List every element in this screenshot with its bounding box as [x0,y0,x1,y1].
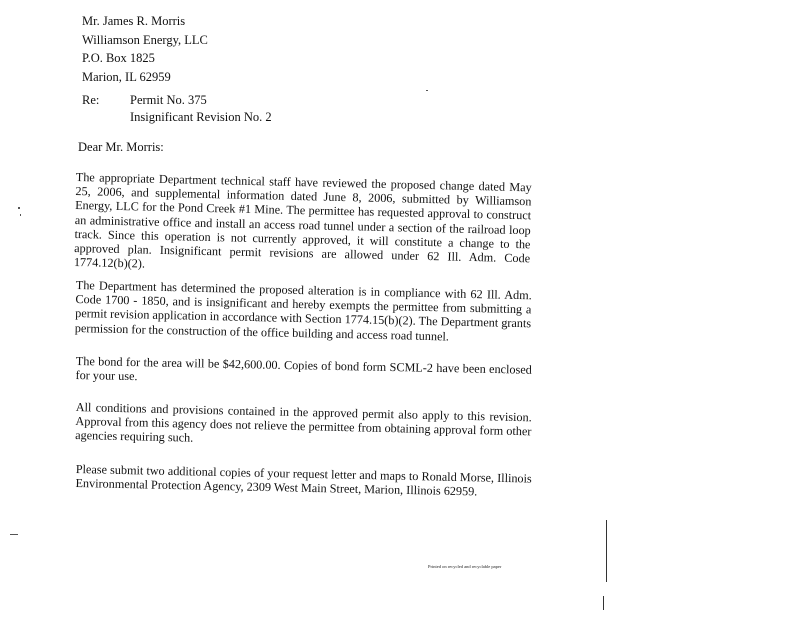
scan-speck [10,534,18,535]
revision-number: Insignificant Revision No. 2 [130,110,272,124]
recipient-name: Mr. James R. Morris [82,14,186,28]
recycled-paper-note: Printed on recycled and recyclable paper [428,564,502,569]
recipient-address [82,12,208,86]
salutation: Dear Mr. Morris: [78,140,164,154]
recipient-po-box: P.O. Box 1825 [82,51,155,65]
recipient-company: Williamson Energy, LLC [82,32,208,47]
paragraph-submission: Please submit two additional copies of your request letter and maps to Ronald Morse, Illinois Environmental Protection Agency, 2309 West Main Street, Marion, Illinois 62959. [75,462,532,499]
re-label: Re: [82,93,100,107]
scan-edge-line [606,520,607,582]
paragraph-review: The appropriate Department technical staff have reviewed the proposed change dated May 25, 2006, and supplemental information dated June 8, 2006, submitted by Williamson Energy, LLC for the Pond Creek #1 Mine. The permittee has requested approval to construct an administrative office and install an access road tunnel under a section of the railroad loop track. Since this operation is not currently approved, it will constitute a change to the approved plan. Insignificant permit revisions are allowed under 62 Ill. Adm. Code 1774.12(b)(2). [73,170,532,271]
scan-speck [20,214,21,216]
paragraph-conditions: All conditions and provisions contained in the approved permit also apply to this revision. Approval from this agency does not relieve the permittee from obtaining approval form other agencies requiring such. [75,400,532,446]
paragraph-determination: The Department has determined the proposed alteration is in compliance with 62 Ill. Adm. Code 1700 - 1850, and is insignificant and hereby exempts the permittee from submitting a permit revision application in accordance with Section 1774.15(b)(2). The Department grants permission for the construction of the office building and access road tunnel. [74,278,532,344]
scan-speck [426,90,428,91]
scan-speck [18,207,20,209]
recipient-city: Marion, IL 62959 [82,69,171,84]
paragraph-bond: The bond for the area will be $42,600.00. Copies of bond form SCML-2 have been enclosed for your use. [75,354,532,384]
scan-edge-line-lower [603,596,604,610]
permit-number: Permit No. 375 [130,93,207,107]
